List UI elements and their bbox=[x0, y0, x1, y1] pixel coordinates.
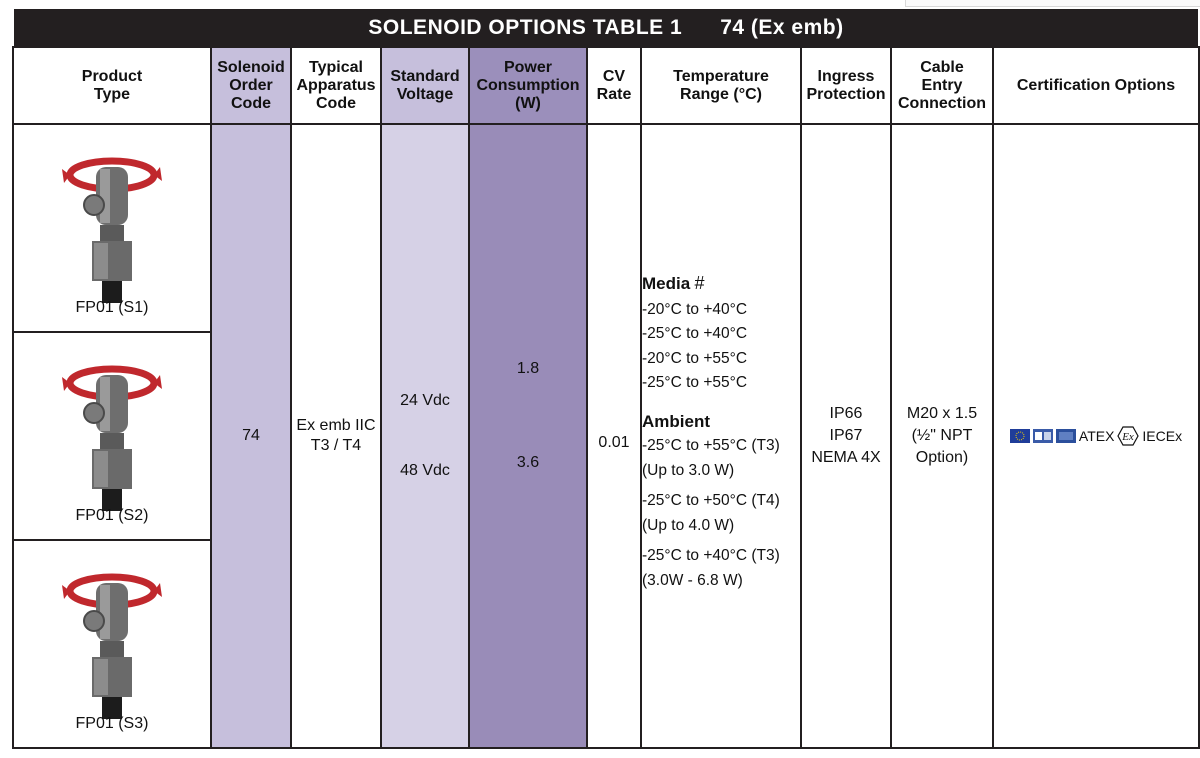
power-1-8: 1.8 bbox=[516, 360, 540, 377]
header-power: Power Consumption (W) bbox=[469, 47, 587, 124]
table-title-left: SOLENOID OPTIONS TABLE 1 bbox=[368, 15, 683, 39]
header-apparatus-code: Typical Apparatus Code bbox=[291, 47, 381, 124]
ingress-cell: IP66 IP67 NEMA 4X bbox=[801, 124, 891, 748]
header-cv-rate: CV Rate bbox=[587, 47, 641, 124]
product-label: FP01 (S2) bbox=[75, 507, 149, 524]
power-cell bbox=[469, 124, 587, 748]
cv-rate-cell: 0.01 bbox=[587, 124, 641, 748]
eu-flag-icon bbox=[1010, 429, 1030, 443]
ex-hexagon-icon bbox=[1117, 426, 1139, 446]
voltage-cell bbox=[381, 124, 469, 748]
table-title-right: 74 (Ex emb) bbox=[720, 15, 844, 39]
header-certification: Certification Options bbox=[993, 47, 1199, 124]
certification-cell bbox=[993, 124, 1199, 748]
voltage-24: 24 Vdc bbox=[400, 392, 450, 409]
svg-text:Ex: Ex bbox=[1122, 431, 1135, 443]
product-cell-s3 bbox=[13, 540, 211, 748]
temperature-cell: Media # -20°C to +40°C -25°C to +40°C -20°C to +55°C -25°C to +55°C Ambient -25°C to +55°C (T3) (Up to 3.0 W) -25°C to +50°C (T4) (Up to 4.0 W) -25°C to +40°C (T3) (3.0W - 6.8 W) bbox=[641, 124, 801, 748]
table-title bbox=[14, 9, 1198, 46]
solenoid-valve-image bbox=[62, 147, 162, 317]
header-voltage: Standard Voltage bbox=[381, 47, 469, 124]
ce-mark-icon bbox=[1056, 429, 1076, 443]
uk-certification-icon bbox=[1033, 429, 1053, 443]
solenoid-valve-image bbox=[62, 355, 162, 525]
product-label: FP01 (S1) bbox=[75, 299, 149, 316]
solenoid-valve-image bbox=[62, 563, 162, 733]
window-edge bbox=[905, 0, 1200, 7]
cable-entry-cell: M20 x 1.5 (½" NPT Option) bbox=[891, 124, 993, 748]
header-cable-entry: Cable Entry Connection bbox=[891, 47, 993, 124]
product-cell-s1 bbox=[13, 124, 211, 332]
product-label: FP01 (S3) bbox=[75, 715, 149, 732]
header-ingress: Ingress Protection bbox=[801, 47, 891, 124]
media-mark: # bbox=[694, 273, 705, 293]
atex-label: ATEX bbox=[1078, 428, 1115, 444]
ambient-heading: Ambient bbox=[642, 411, 710, 431]
header-row bbox=[13, 47, 1199, 124]
table-row bbox=[13, 124, 1199, 332]
media-heading: Media bbox=[642, 274, 691, 293]
header-temperature: Temperature Range (°C) bbox=[641, 47, 801, 124]
voltage-48: 48 Vdc bbox=[400, 462, 450, 479]
order-code-cell: 74 bbox=[211, 124, 291, 748]
apparatus-code-cell: Ex emb IIC T3 / T4 bbox=[291, 124, 381, 748]
solenoid-options-table bbox=[12, 46, 1200, 749]
iecex-label: IECEx bbox=[1142, 428, 1183, 444]
header-order-code: Solenoid Order Code bbox=[211, 47, 291, 124]
header-product-type: Product Type bbox=[13, 47, 211, 124]
power-3-6: 3.6 bbox=[516, 454, 540, 471]
product-cell-s2 bbox=[13, 332, 211, 540]
